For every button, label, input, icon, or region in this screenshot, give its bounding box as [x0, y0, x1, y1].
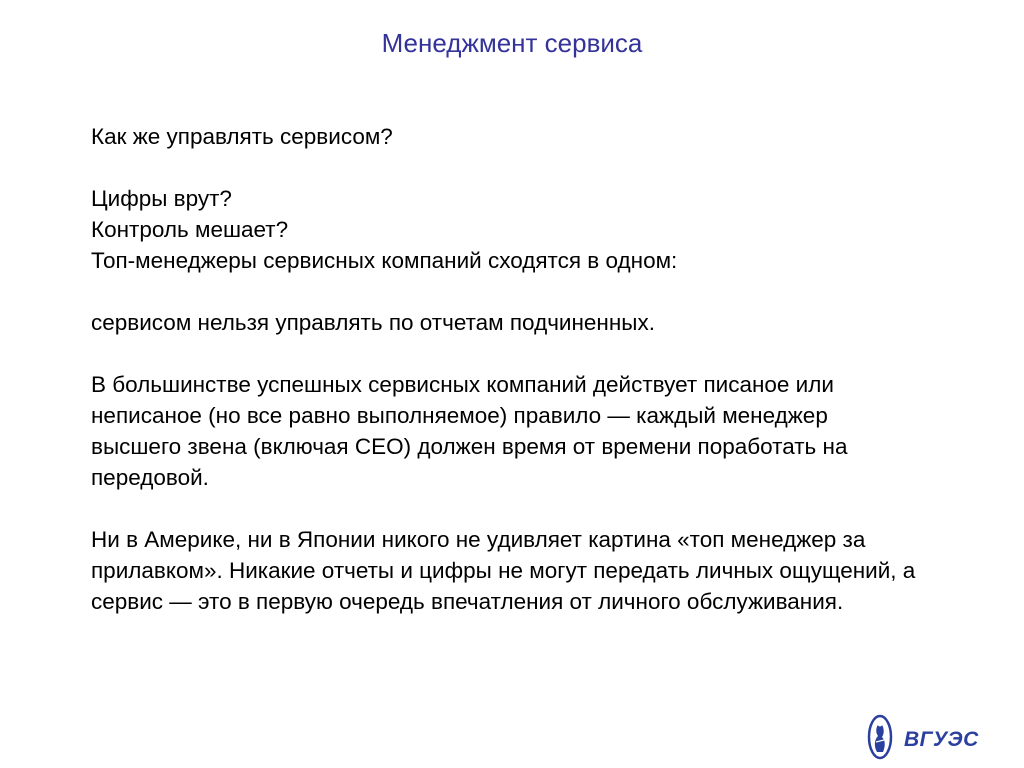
question-manage-service: Как же управлять сервисом?	[91, 124, 393, 149]
university-logo	[866, 714, 986, 762]
question-numbers-lie: Цифры врут?	[91, 186, 232, 211]
manager-at-counter-paragraph: Ни в Америке, ни в Японии никого не удивляет картина «топ менеджер за прилавком». Никакие отчеты и цифры не могут передать личных ощущений, а сервис — это в первую очередь впечатления от личного обслуживания.	[91, 527, 916, 614]
question-control-hinders: Контроль мешает?	[91, 217, 289, 242]
svg-text:ВГУЭС: ВГУЭС	[904, 728, 979, 751]
logo-emblem-icon	[866, 714, 986, 762]
slide-title: Менеджмент сервиса	[381, 28, 643, 58]
frontline-rule-paragraph: В большинстве успешных сервисных компаний действует писаное или неписаное (но все равно выполняемое) правило — каждый менеджер высшего звена (включая CEO) должен время от времени поработать на передовой.	[91, 372, 848, 490]
cannot-manage-by-reports: сервисом нельзя управлять по отчетам подчиненных.	[91, 310, 655, 335]
slide-body	[91, 121, 921, 617]
top-managers-agree: Топ-менеджеры сервисных компаний сходятся в одном:	[91, 248, 678, 273]
